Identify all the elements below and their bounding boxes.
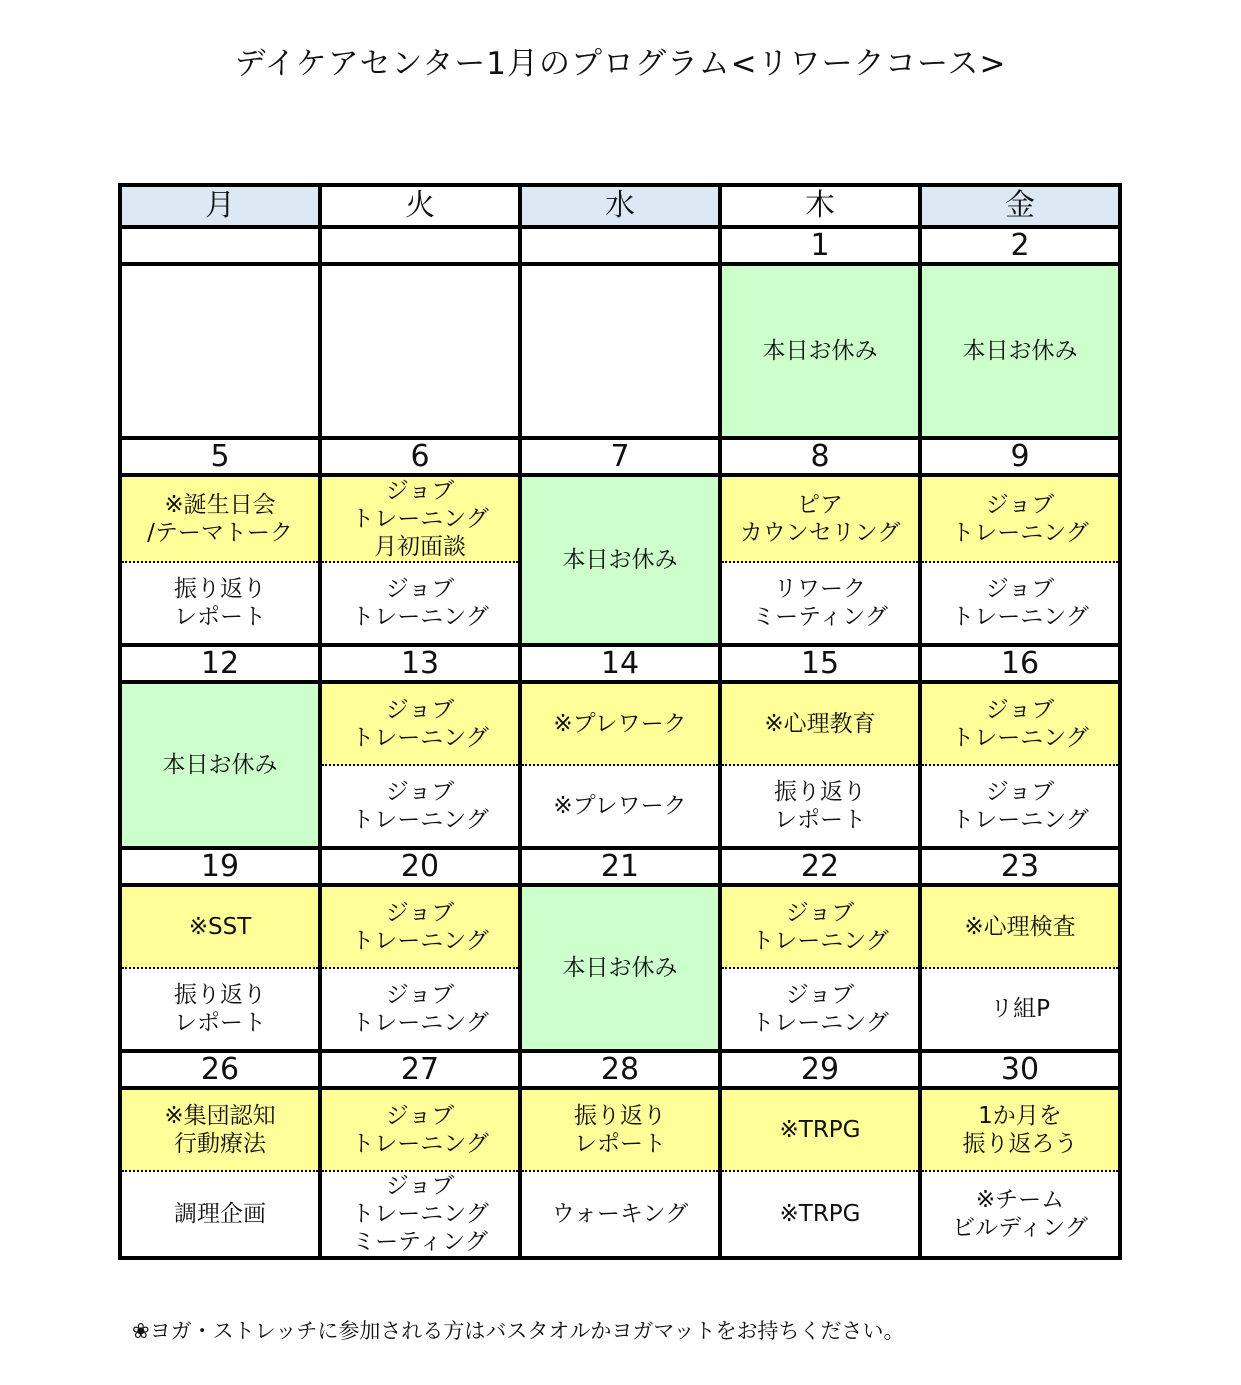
program-text-line: ※プレワーク [553, 793, 687, 819]
am-program-cell [320, 885, 520, 968]
pm-program-cell [120, 1171, 320, 1258]
program-text-line: ジョブ [985, 779, 1055, 805]
date-cell: 27 [320, 1051, 520, 1088]
program-row-pm [120, 1171, 1120, 1258]
am-program-cell [920, 475, 1120, 562]
program-text-line: 振り返り [574, 1103, 666, 1129]
program-text-line: ジョブ [985, 697, 1055, 723]
program-text-line: トレーニング [351, 506, 489, 532]
holiday-label: 本日お休み [762, 338, 878, 364]
date-cell: 9 [920, 438, 1120, 475]
pm-program-cell [320, 1171, 520, 1258]
holiday-cell [120, 682, 320, 848]
empty-cell [520, 264, 720, 438]
program-text-line: ジョブ [385, 982, 455, 1008]
pm-program-cell [320, 765, 520, 848]
am-program-cell [320, 475, 520, 562]
program-text-line: 振り返り [174, 576, 266, 602]
pm-program-cell [720, 765, 920, 848]
date-cell: 2 [920, 227, 1120, 264]
am-program-cell [720, 682, 920, 765]
program-text-line: ※プレワーク [553, 711, 687, 737]
weekday-wed: 水 [520, 185, 720, 227]
program-text-line: トレーニング [351, 1010, 489, 1036]
pm-program-cell [920, 968, 1120, 1051]
date-cell: 6 [320, 438, 520, 475]
program-text-line: トレーニング [351, 725, 489, 751]
program-text-line: 振り返ろう [962, 1131, 1078, 1157]
program-row-am [120, 885, 1120, 968]
date-row [120, 848, 1120, 885]
page-title: デイケアセンター1月のプログラム<リワークコース> [234, 46, 1007, 82]
holiday-label: 本日お休み [562, 955, 678, 981]
program-text-line: ※心理検査 [964, 914, 1076, 940]
program-row-am [120, 264, 1120, 438]
program-text-line: ※チーム [975, 1187, 1065, 1213]
program-text-line: ジョブ [785, 982, 855, 1008]
program-text-line: 行動療法 [174, 1131, 266, 1157]
program-text-line: ウォーキング [551, 1201, 689, 1227]
date-cell: 8 [720, 438, 920, 475]
program-text-line: トレーニング [351, 1201, 489, 1227]
program-text-line: ビルディング [952, 1215, 1088, 1241]
program-text-line: ※TRPG [779, 1117, 861, 1143]
am-program-cell [920, 885, 1120, 968]
holiday-label: 本日お休み [962, 338, 1078, 364]
date-cell: 14 [520, 645, 720, 682]
date-row [120, 1051, 1120, 1088]
date-cell: 13 [320, 645, 520, 682]
empty-cell [120, 264, 320, 438]
program-row-am [120, 1088, 1120, 1171]
footnote: ❀ヨガ・ストレッチに参加される方はバスタオルかヨガマットをお持ちください。 [132, 1319, 905, 1343]
holiday-label: 本日お休み [162, 752, 278, 778]
program-text-line: トレーニング [351, 928, 489, 954]
pm-program-cell [120, 562, 320, 645]
date-cell: 1 [720, 227, 920, 264]
pm-program-cell [720, 1171, 920, 1258]
program-text-line: ピア [797, 492, 843, 518]
program-text-line: 調理企画 [174, 1201, 266, 1227]
program-text-line: リ組P [990, 996, 1050, 1022]
program-text-line: ジョブ [785, 900, 855, 926]
holiday-cell [920, 264, 1120, 438]
holiday-cell [520, 885, 720, 1051]
empty-cell [320, 264, 520, 438]
pm-program-cell [920, 1171, 1120, 1258]
program-text-line: ジョブ [985, 576, 1055, 602]
date-cell: 21 [520, 848, 720, 885]
program-row-am [120, 682, 1120, 765]
am-program-cell [120, 475, 320, 562]
weekday-tue: 火 [320, 185, 520, 227]
program-text-line: 振り返り [174, 982, 266, 1008]
program-text-line: /テーマトーク [147, 520, 293, 546]
pm-program-cell [120, 968, 320, 1051]
program-text-line: レポート [174, 1010, 266, 1036]
program-text-line: トレーニング [751, 1010, 889, 1036]
program-calendar [118, 183, 1122, 1260]
program-text-line: トレーニング [751, 928, 889, 954]
weekday-header-row [120, 185, 1120, 227]
pm-program-cell [720, 968, 920, 1051]
am-program-cell [320, 682, 520, 765]
am-program-cell [120, 1088, 320, 1171]
program-text-line: レポート [574, 1131, 666, 1157]
date-cell: 5 [120, 438, 320, 475]
program-text-line: ※集団認知 [164, 1103, 276, 1129]
holiday-cell [720, 264, 920, 438]
pm-program-cell [320, 968, 520, 1051]
program-text-line: ジョブ [385, 779, 455, 805]
program-text-line: トレーニング [951, 807, 1089, 833]
date-cell: 12 [120, 645, 320, 682]
pm-program-cell [720, 562, 920, 645]
program-text-line: 1か月を [978, 1103, 1062, 1129]
program-text-line: リワーク [774, 576, 866, 602]
am-program-cell [320, 1088, 520, 1171]
date-cell: 7 [520, 438, 720, 475]
holiday-cell [520, 475, 720, 645]
program-text-line: レポート [774, 807, 866, 833]
program-text-line: ジョブ [385, 900, 455, 926]
program-text-line: カウンセリング [739, 520, 901, 546]
date-cell: 26 [120, 1051, 320, 1088]
date-cell: 15 [720, 645, 920, 682]
date-cell: 29 [720, 1051, 920, 1088]
program-text-line: ジョブ [385, 478, 455, 504]
holiday-label: 本日お休み [562, 547, 678, 573]
am-program-cell [720, 1088, 920, 1171]
date-cell: 22 [720, 848, 920, 885]
date-cell [320, 227, 520, 264]
date-cell: 16 [920, 645, 1120, 682]
date-cell [120, 227, 320, 264]
program-text-line: 振り返り [774, 779, 866, 805]
pm-program-cell [920, 765, 1120, 848]
date-cell [520, 227, 720, 264]
am-program-cell [120, 885, 320, 968]
pm-program-cell [520, 1171, 720, 1258]
date-cell: 19 [120, 848, 320, 885]
program-text-line: ジョブ [985, 492, 1055, 518]
program-text-line: トレーニング [351, 807, 489, 833]
program-text-line: ジョブ [385, 1103, 455, 1129]
program-text-line: ※誕生日会 [164, 492, 276, 518]
program-text-line: トレーニング [951, 725, 1089, 751]
weekday-mon: 月 [120, 185, 320, 227]
weekday-thu: 木 [720, 185, 920, 227]
program-text-line: レポート [174, 604, 266, 630]
date-cell: 23 [920, 848, 1120, 885]
pm-program-cell [920, 562, 1120, 645]
weekday-fri: 金 [920, 185, 1120, 227]
am-program-cell [720, 475, 920, 562]
program-text-line: トレーニング [951, 604, 1089, 630]
am-program-cell [520, 1088, 720, 1171]
date-cell: 28 [520, 1051, 720, 1088]
am-program-cell [520, 682, 720, 765]
pm-program-cell [320, 562, 520, 645]
program-text-line: トレーニング [351, 1131, 489, 1157]
program-text-line: ※SST [188, 914, 252, 940]
am-program-cell [920, 1088, 1120, 1171]
pm-program-cell [520, 765, 720, 848]
program-text-line: トレーニング [351, 604, 489, 630]
program-text-line: ジョブ [385, 1173, 455, 1199]
date-row [120, 227, 1120, 264]
program-text-line: 月初面談 [374, 534, 466, 560]
program-text-line: ※心理教育 [764, 711, 876, 737]
program-text-line: ジョブ [385, 576, 455, 602]
am-program-cell [720, 885, 920, 968]
date-row [120, 645, 1120, 682]
program-row-am [120, 475, 1120, 562]
program-text-line: ジョブ [385, 697, 455, 723]
program-text-line: トレーニング [951, 520, 1089, 546]
program-text-line: ミーティング [352, 1229, 488, 1255]
program-text-line: ※TRPG [779, 1201, 861, 1227]
program-text-line: ミーティング [752, 604, 888, 630]
date-cell: 30 [920, 1051, 1120, 1088]
date-cell: 20 [320, 848, 520, 885]
date-row [120, 438, 1120, 475]
am-program-cell [920, 682, 1120, 765]
